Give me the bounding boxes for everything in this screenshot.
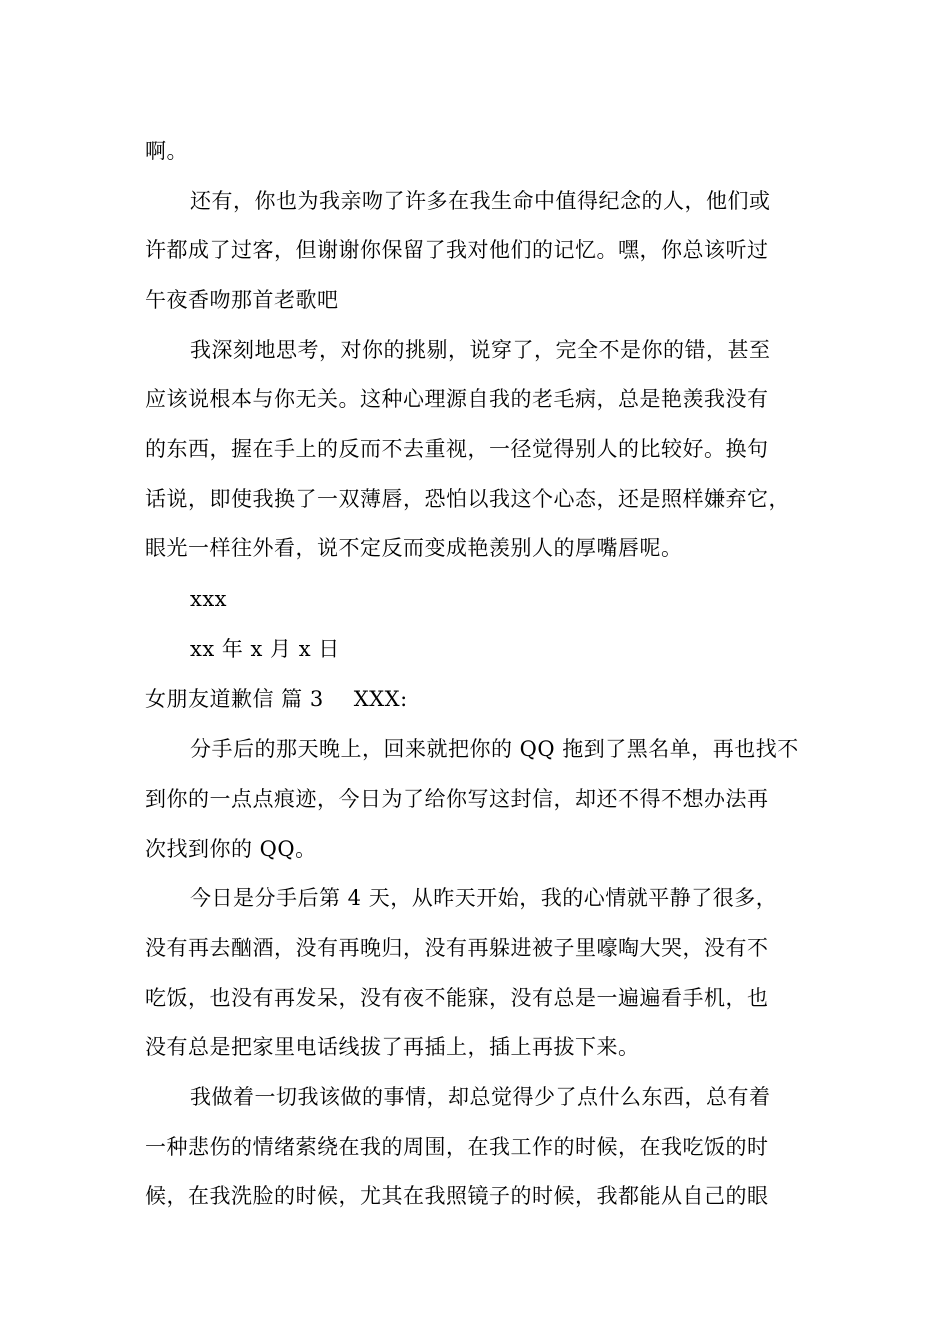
- salutation: XXX:: [353, 687, 408, 711]
- text-line: 候，在我洗脸的时候，尤其在我照镜子的时候，我都能从自己的眼: [145, 1184, 769, 1208]
- text-line: 一种悲伤的情绪萦绕在我的周围，在我工作的时候，在我吃饭的时: [145, 1135, 769, 1159]
- text-line: 应该说根本与你无关。这种心理源自我的老毛病，总是艳羡我没有: [145, 387, 769, 411]
- section-title: 女朋友道歉信 篇 3: [145, 687, 324, 711]
- text-line: 午夜香吻那首老歌吧: [145, 288, 339, 312]
- text-line: 没有总是把家里电话线拔了再插上，插上再拔下来。: [145, 1035, 640, 1059]
- text-line: 的东西，握在手上的反而不去重视，一径觉得别人的比较好。换句: [145, 437, 769, 461]
- text-line: 话说，即使我换了一双薄唇，恐怕以我这个心态，还是照样嫌弃它，: [145, 487, 790, 511]
- text-line: 许都成了过客，但谢谢你保留了我对他们的记忆。嘿，你总该听过: [145, 238, 769, 262]
- signature-date: xx 年 x 月 x 日: [190, 637, 340, 661]
- text-line: 次找到你的 QQ。: [145, 837, 317, 861]
- text-line: 眼光一样往外看，说不定反而变成艳羡别人的厚嘴唇呢。: [145, 536, 683, 560]
- text-line: 今日是分手后第 4 天，从昨天开始，我的心情就平静了很多，: [190, 886, 778, 910]
- section-heading: [145, 684, 408, 714]
- text-line: 还有，你也为我亲吻了许多在我生命中值得纪念的人，他们或: [190, 189, 771, 213]
- text-line: 我做着一切我该做的事情，却总觉得少了点什么东西，总有着: [190, 1085, 771, 1109]
- text-line: 吃饭，也没有再发呆，没有夜不能寐，没有总是一遍遍看手机，也: [145, 986, 769, 1010]
- signature-name: xxx: [190, 587, 228, 611]
- text-line: 到你的一点点痕迹，今日为了给你写这封信，却还不得不想办法再: [145, 787, 769, 811]
- text-line: 分手后的那天晚上，回来就把你的 QQ 拖到了黑名单，再也找不: [190, 737, 799, 761]
- text-line: 没有再去酗酒，没有再晚归，没有再躲进被子里嚎啕大哭，没有不: [145, 936, 769, 960]
- text-line: 我深刻地思考，对你的挑剔，说穿了，完全不是你的错，甚至: [190, 338, 771, 362]
- text-line: 啊。: [145, 139, 188, 163]
